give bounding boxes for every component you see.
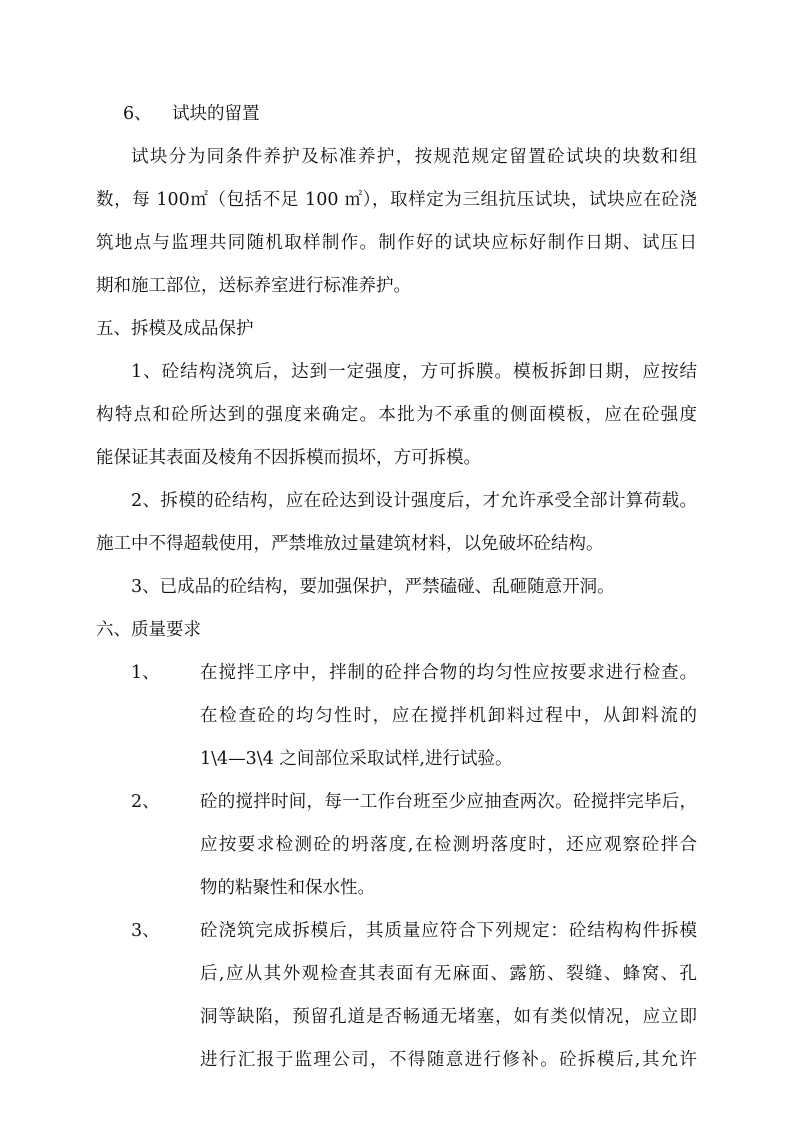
list-item-line: 砼的搅拌时间，每一工作台班至少应抽查两次。砼搅拌完毕后， [200, 792, 697, 812]
paragraph-line: 能保证其表面及棱角不因拆模而损坏，方可拆模。 [96, 448, 481, 468]
paragraph-line: 施工中不得超载使用，严禁堆放过量建筑材料，以免破坏砼结构。 [96, 534, 604, 554]
section-number: 6、 [123, 104, 152, 124]
list-item-line: 进行汇报于监理公司，不得随意进行修补。砼拆模后,其允许 [200, 1050, 697, 1070]
section-heading: 六、质量要求 [96, 620, 201, 640]
list-item-line: 1\4—3\4 之间部位采取试样,进行试验。 [200, 749, 513, 769]
list-item-line: 应按要求检测砼的坍落度,在检测坍落度时，还应观察砼拌合 [200, 835, 697, 855]
list-item-line: 后,应从其外观检查其表面有无麻面、露筋、裂缝、蜂窝、孔 [200, 964, 697, 984]
list-item-line: 物的粘聚性和保水性。 [200, 878, 375, 898]
section-title: 试块的留置 [172, 104, 260, 124]
paragraph-line: 3、已成品的砼结构，要加强保护，严禁磕碰、乱砸随意开洞。 [131, 577, 615, 597]
paragraph-line: 构特点和砼所达到的强度来确定。本批为不承重的侧面模板，应在砼强度 [96, 405, 697, 425]
paragraph-line: 数，每 100㎡（包括不足 100 ㎡），取样定为三组抗压试块，试块应在砼浇 [96, 190, 697, 210]
list-item-number: 1、 [131, 663, 160, 683]
list-item-line: 在搅拌工序中，拌制的砼拌合物的均匀性应按要求进行检查。 [200, 663, 697, 683]
paragraph-line: 2、拆模的砼结构，应在砼达到设计强度后，才允许承受全部计算荷载。 [131, 491, 697, 511]
section-heading: 五、拆模及成品保护 [96, 319, 254, 339]
list-item-number: 2、 [131, 792, 160, 812]
paragraph-line: 1、砼结构浇筑后，达到一定强度，方可拆膜。模板拆卸日期，应按结 [131, 362, 697, 382]
list-item-line: 洞等缺陷，预留孔道是否畅通无堵塞，如有类似情况，应立即 [200, 1007, 697, 1027]
list-item-number: 3、 [131, 921, 160, 941]
list-item-line: 在检查砼的均匀性时，应在搅拌机卸料过程中，从卸料流的 [200, 706, 697, 726]
paragraph-line: 试块分为同条件养护及标准养护，按规范规定留置砼试块的块数和组 [131, 147, 697, 167]
paragraph-line: 期和施工部位，送标养室进行标准养护。 [96, 276, 411, 296]
paragraph-line: 筑地点与监理共同随机取样制作。制作好的试块应标好制作日期、试压日 [96, 233, 697, 253]
list-item-line: 砼浇筑完成拆模后，其质量应符合下列规定：砼结构构件拆模 [200, 921, 697, 941]
